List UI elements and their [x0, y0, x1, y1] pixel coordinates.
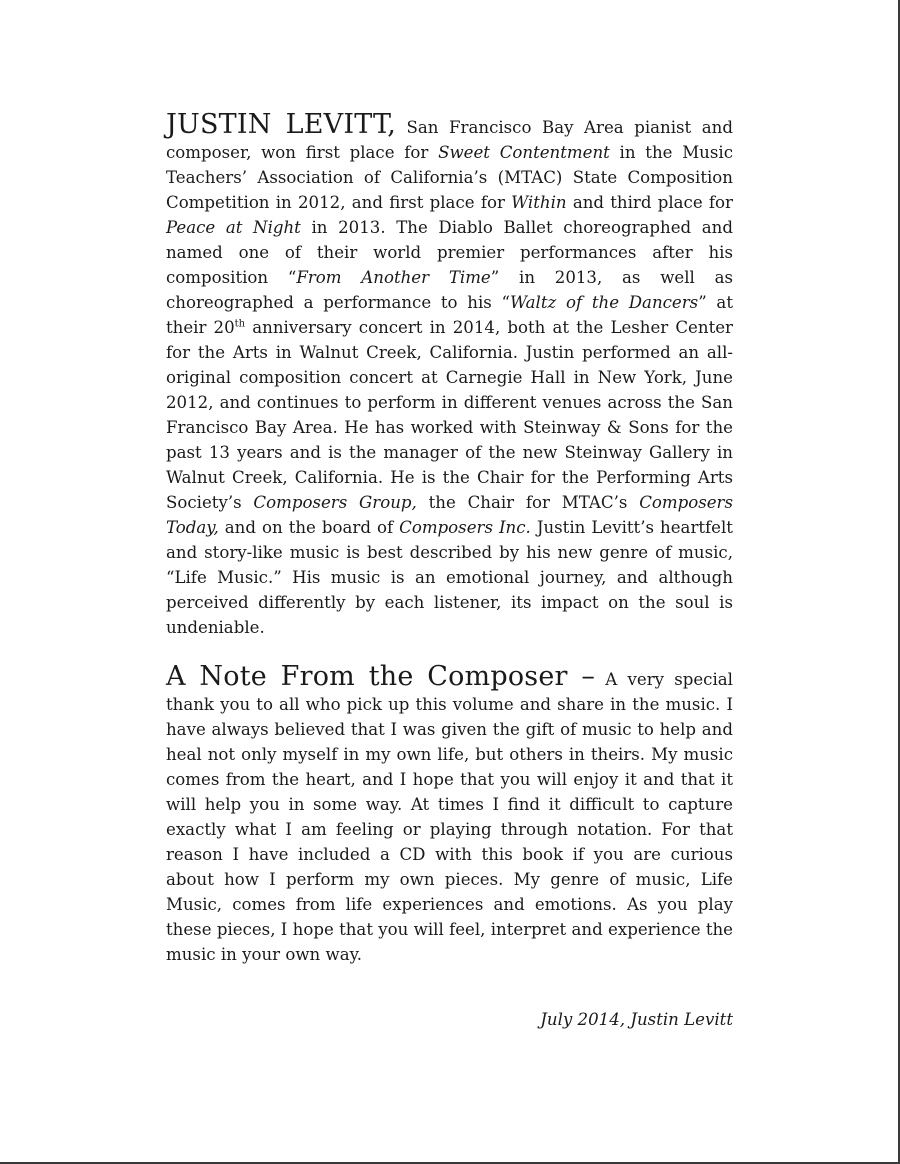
work-title: Peace at Night [166, 218, 301, 237]
work-title: Within [511, 193, 567, 212]
page-content [166, 109, 734, 1032]
composer-note [166, 661, 733, 967]
work-title: Waltz of the Dancers [510, 293, 699, 312]
group-name: Composers Group, [253, 493, 417, 512]
organization-name: Composers Inc. [399, 518, 531, 537]
composer-biography: JUSTIN LEVITT, San Francisco Bay Area pianist and composer, won first place for Sweet Contentment in the Music Teachers’ Association of California’s (MTAC) State Composition Competition in 2012, and first place for Within and third place for Peace at Night in 2013. The Diablo Ballet choreographed and named one of their world premier performances after his composition “From Another Time” in 2013, as well as choreographed a performance to his “Waltz of the Dancers” at their 20th anniversary concert in 2014, both at the Lesher Center for the Arts in Walnut Creek, California. Justin performed an all-original composition concert at Carnegie Hall in New York, June 2012, and continues to perform in different venues across the San Francisco Bay Area. He has worked with Steinway & Sons for the past 13 years and is the manager of the new Steinway Gallery in Walnut Creek, California. He is the Chair for the Performing Arts Society’s Composers Group, the Chair for MTAC’s Composers Today, and on the board of Composers Inc. Justin Levitt’s heartfelt and story-like music is best described by his new genre of music, “Life Music.” His music is an emotional journey, and although perceived differently by each listener, its impact on the soul is undeniable. [166, 109, 734, 637]
signature: July 2014, Justin Levitt [540, 1010, 733, 1029]
work-title: Sweet Contentment [438, 143, 610, 162]
ordinal-suffix: th [234, 318, 246, 330]
note-body: A very special thank you to all who pick up this volume and share in the music. I have always believed that I was given the gift of music to help and heal not only myself in my own life, but others in theirs. My music comes from the heart, and I hope that you will enjoy it and that it will help you in some way. At times I find it difficult to capture exactly what I am feeling or playing through notation. For that reason I have included a CD with this book if you are curious about how I perform my own pieces. My genre of music, Life Music, comes from life experiences and emotions. As you play these pieces, I hope that you will feel, interpret and experience the music in your own way. [166, 670, 733, 964]
note-heading: A Note From the Composer – [166, 661, 596, 692]
work-title: From Another Time [296, 268, 491, 287]
composer-name: JUSTIN LEVITT, [166, 109, 396, 140]
group-name: Composers Today, [166, 493, 734, 537]
